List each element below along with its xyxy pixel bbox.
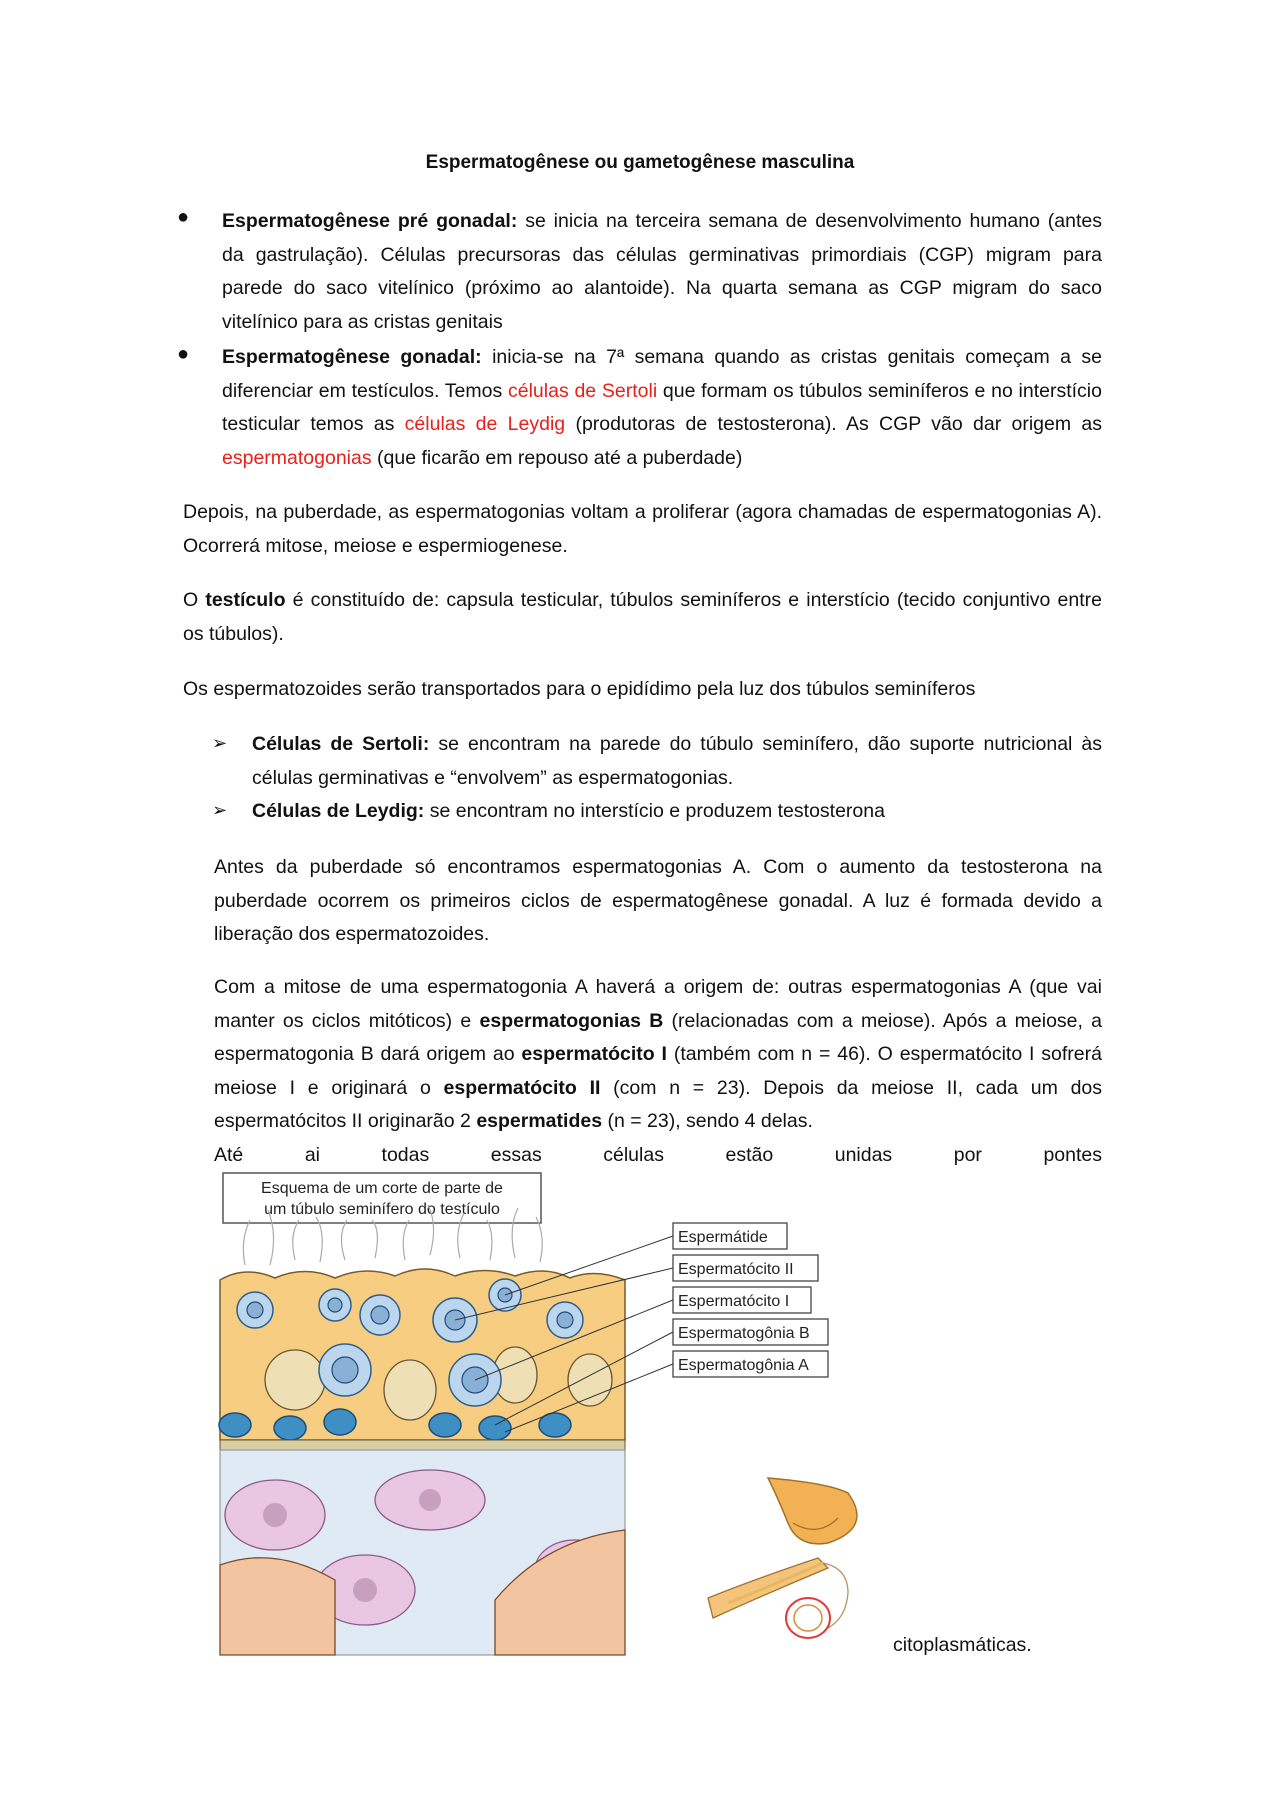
bullet-pre-gonadal-heading: Espermatogênese pré gonadal: bbox=[222, 210, 518, 232]
word: Até bbox=[214, 1143, 244, 1166]
paragraph-text: (relacionadas com a meiose). Após a meiose, a espermatogonia B dará origem ao bbox=[214, 1009, 1103, 1065]
paragraph-mitose bbox=[214, 971, 1102, 1172]
paragraph-text: (com n = 23). Depois da meiose II, cada um dos espermatócitos II originarão 2 bbox=[214, 1076, 1103, 1132]
label-espermatogonia-a: Espermatogônia A bbox=[678, 1357, 809, 1374]
word: todas bbox=[381, 1143, 430, 1166]
word: ai bbox=[304, 1143, 320, 1166]
arrow-item-heading: Células de Leydig: bbox=[252, 800, 425, 822]
word: estão bbox=[725, 1143, 774, 1166]
paragraph-antes-puberdade: Antes da puberdade só encontramos espermatogonias A. Com o aumento da testosterona na puberdade ocorrem os primeiros ciclos de espermatogênese gonadal. A luz é formada devido a liberação dos espermatozoides. bbox=[214, 856, 1102, 945]
figure-labels bbox=[673, 1223, 828, 1377]
term-testiculo: testículo bbox=[205, 589, 286, 611]
word: unidas bbox=[834, 1143, 893, 1166]
bullet-pre-gonadal-text: se inicia na terceira semana de desenvolvimento humano (antes da gastrulação). Células precursoras das células germinativas primordiais (CGP) migram para parede do saco vitelínico (próximo ao alantoide). Na quarta semana as CGP migram do saco vitelínico para as cristas genitais bbox=[222, 210, 1102, 333]
arrow-item-text: se encontram na parede do túbulo seminífero, dão suporte nutricional às células germinativas e “envolvem” as espermatogonias. bbox=[252, 733, 1102, 789]
label-espermatocito-ii: Espermatócito II bbox=[678, 1261, 794, 1278]
paragraph-text: Com a mitose de uma espermatogonia A haverá a origem de: outras espermatogonias A (que vai manter os ciclos mitóticos) e bbox=[214, 976, 1102, 1032]
figure-title-line2: um túbulo seminífero do testículo bbox=[264, 1201, 500, 1218]
bullet-gonadal-text: (produtoras de testosterona). As CGP vão dar origem as bbox=[565, 413, 1103, 435]
word: por bbox=[953, 1143, 982, 1166]
paragraph-text: é constituído de: capsula testicular, túbulos seminíferos e interstício (tecido conjuntivo entre os túbulos). bbox=[183, 589, 1102, 645]
word: células bbox=[603, 1143, 664, 1166]
label-espermatide: Espermátide bbox=[678, 1229, 768, 1246]
word: essas bbox=[490, 1143, 542, 1166]
bullet-gonadal-text: que formam os túbulos seminíferos e no interstício testicular temos as bbox=[222, 379, 1102, 435]
arrow-item-sertoli bbox=[252, 728, 1102, 795]
term-espermatocito-ii: espermatócito II bbox=[443, 1076, 601, 1099]
bullet-gonadal-text: inicia-se na 7ª semana quando as cristas genitais começam a se diferenciar em testículos. Temos bbox=[222, 346, 1102, 402]
highlight-sertoli: células de Sertoli bbox=[508, 379, 658, 402]
label-espermatogonia-b: Espermatogônia B bbox=[678, 1325, 810, 1342]
paragraph-transporte: Os espermatozoides serão transportados para o epidídimo pela luz dos túbulos seminíferos bbox=[183, 678, 976, 700]
word: pontes bbox=[1043, 1143, 1102, 1166]
label-espermatocito-i: Espermatócito I bbox=[678, 1293, 790, 1310]
arrow-bullet-icon: ➢ bbox=[212, 733, 228, 753]
bullet-gonadal-heading: Espermatogênese gonadal: bbox=[222, 346, 482, 368]
figure-title-line1: Esquema de um corte de parte de bbox=[261, 1180, 503, 1197]
basement-membrane bbox=[220, 1440, 625, 1450]
arrow-item-heading: Células de Sertoli: bbox=[252, 733, 430, 755]
testicle bbox=[786, 1598, 830, 1638]
highlight-leydig: células de Leydig bbox=[404, 413, 566, 435]
term-espermatocito-i: espermatócito I bbox=[521, 1043, 667, 1065]
bullet-pre-gonadal bbox=[222, 205, 1102, 339]
bullet-dot-icon: ● bbox=[177, 206, 190, 228]
bullet-gonadal bbox=[222, 341, 1102, 475]
paragraph-testiculo bbox=[183, 584, 1102, 651]
term-espermatogonias-b: espermatogonias B bbox=[479, 1009, 664, 1032]
bullet-gonadal-text: (que ficarão em repouso até a puberdade) bbox=[371, 446, 743, 469]
male-reproductive-illustration bbox=[698, 1468, 888, 1653]
paragraph-text: (n = 23), sendo 4 delas. bbox=[602, 1110, 813, 1132]
paragraph-text: (também com n = 46). O espermatócito I sofrerá meiose I e originará o bbox=[214, 1043, 1102, 1099]
closing-word: citoplasmáticas. bbox=[893, 1634, 1032, 1656]
paragraph-text: O bbox=[183, 589, 206, 611]
justified-last-line bbox=[214, 1139, 1102, 1173]
arrow-item-leydig bbox=[252, 795, 1102, 829]
highlight-espermatogonias: espermatogonias bbox=[222, 446, 372, 469]
arrow-item-text: se encontram no interstício e produzem testosterona bbox=[424, 800, 885, 822]
bladder bbox=[768, 1478, 857, 1544]
document-title: Espermatogênese ou gametogênese masculina bbox=[425, 152, 855, 173]
paragraph-puberdade: Depois, na puberdade, as espermatogonias voltam a proliferar (agora chamadas de espermatogonias A). Ocorrerá mitose, meiose e espermiogenese. bbox=[183, 501, 1102, 557]
term-espermatides: espermatides bbox=[476, 1110, 603, 1132]
arrow-bullet-icon: ➢ bbox=[212, 800, 228, 820]
bullet-dot-icon: ● bbox=[177, 343, 190, 365]
vessel bbox=[220, 1558, 335, 1655]
